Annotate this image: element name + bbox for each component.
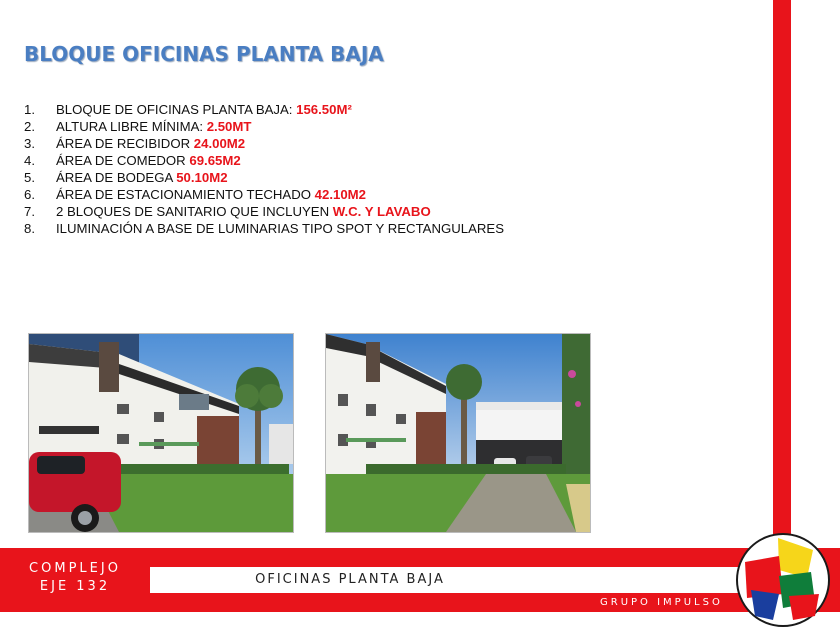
list-item: 7. 2 BLOQUES DE SANITARIO QUE INCLUYEN W.C. Y LAVABO: [24, 204, 431, 219]
building-photo-right: [325, 333, 591, 533]
list-item: 4. ÁREA DE COMEDOR 69.65M2: [24, 153, 241, 168]
grupo-impulso-logo-icon: [733, 532, 833, 628]
list-item: 2. ALTURA LIBRE MÍNIMA: 2.50MT: [24, 119, 252, 134]
page-title: BLOQUE OFICINAS PLANTA BAJA: [24, 42, 384, 66]
complex-name: COMPLEJO EJE 132: [29, 561, 121, 594]
list-item: 3. ÁREA DE RECIBIDOR 24.00M2: [24, 136, 246, 151]
list-item: 1. BLOQUE DE OFICINAS PLANTA BAJA: 156.50M²: [24, 102, 352, 117]
footer-caption: OFICINAS PLANTA BAJA: [255, 572, 445, 587]
list-item: 5. ÁREA DE BODEGA 50.10M2: [24, 170, 228, 185]
specs-list: [24, 101, 764, 237]
brand-name: GRUPO IMPULSO: [600, 597, 723, 608]
list-item: 6. ÁREA DE ESTACIONAMIENTO TECHADO 42.10M2: [24, 187, 366, 202]
right-red-stripe: [773, 0, 791, 540]
building-photo-left: [28, 333, 294, 533]
list-item: 8. ILUMINACIÓN A BASE DE LUMINARIAS TIPO SPOT Y RECTANGULARES: [24, 221, 505, 236]
